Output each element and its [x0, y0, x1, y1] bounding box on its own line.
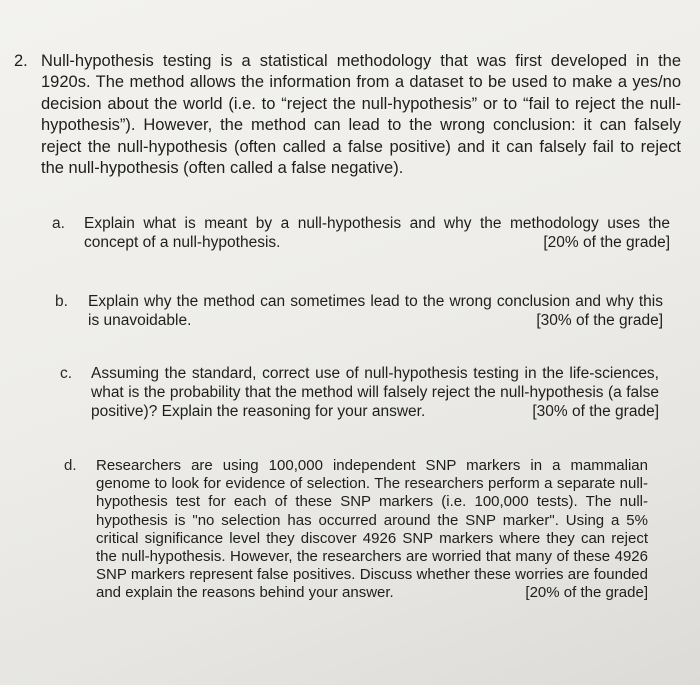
grade-weight: [20% of the grade]: [543, 234, 670, 251]
question-number: 2.: [14, 52, 28, 70]
subquestion-text: Researchers are using 100,000 independent SNP markers in a mammalian genome to look for evidence of selection. The researchers perform a separate null-hypothesis test for each of these SNP markers (i.e. 100,000 tests). The null-hypothesis is "no selection has occurred around the SNP marker". Using a 5% critical significance level they discover 4926 SNP markers where they can reject the null-hypothesis. However, the researchers are worried that many of these 4926 SNP markers represent false positives. Discuss whether these worries are founded and explain the reasons behind your answer.: [96, 457, 648, 602]
subquestion-text: Assuming the standard, correct use of null-hypothesis testing in the life-sciences, what is the probability that the method will falsely reject the null-hypothesis (a false positive)? Explain the reasoning for your answer.: [91, 365, 659, 420]
subquestion-body: [96, 457, 648, 603]
subquestion-letter: c.: [60, 365, 73, 382]
subquestion-body: [91, 364, 659, 421]
grade-weight: [30% of the grade]: [532, 403, 659, 420]
subquestion-letter: d.: [64, 457, 77, 474]
grade-weight: [20% of the grade]: [525, 584, 648, 602]
subquestion-body: [84, 214, 670, 252]
subquestion-text: Explain why the method can sometimes lead to the wrong conclusion and why this is unavoidable.: [88, 293, 663, 329]
subquestion-body: [88, 292, 663, 330]
subquestion-letter: a.: [52, 215, 65, 232]
subquestion-text: Explain what is meant by a null-hypothesis and why the methodology uses the concept of a null-hypothesis.: [84, 215, 670, 251]
question-stem: Null-hypothesis testing is a statistical methodology that was first developed in the 1920s. The method allows the information from a dataset to be used to make a yes/no decision about the world (i.e. to “reject the null-hypothesis” or to “fail to reject the null-hypothesis”). However, the method can lead to the wrong conclusion: it can falsely reject the null-hypothesis (often called a false positive) and it can falsely fail to reject the null-hypothesis (often called a false negative).: [41, 52, 681, 178]
subquestion-letter: b.: [55, 293, 68, 310]
grade-weight: [30% of the grade]: [536, 312, 663, 329]
